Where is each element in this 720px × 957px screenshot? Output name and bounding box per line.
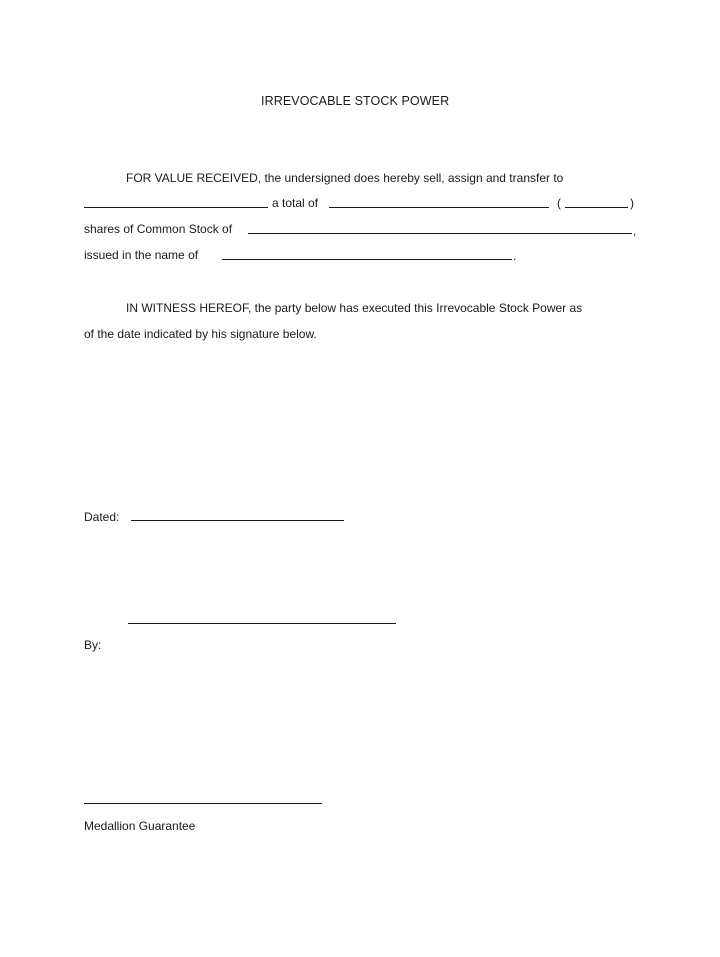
total-of-label: a total of — [272, 196, 319, 210]
date-blank[interactable] — [131, 520, 344, 521]
issued-name-blank[interactable] — [222, 259, 512, 260]
issued-in-label: issued in the name of — [84, 248, 199, 262]
shares-of-label: shares of Common Stock of — [84, 222, 233, 236]
medallion-guarantee-blank[interactable] — [84, 803, 322, 804]
by-label: By: — [84, 638, 102, 652]
medallion-guarantee-label: Medallion Guarantee — [84, 819, 196, 833]
comma-mark: , — [633, 224, 637, 238]
para1-line1: FOR VALUE RECEIVED, the undersigned does hereby sell, assign and transfer to — [126, 171, 564, 185]
para2-line1: IN WITNESS HEREOF, the party below has executed this Irrevocable Stock Power as — [126, 301, 583, 315]
share-count-number-blank[interactable] — [565, 207, 628, 208]
transferee-blank[interactable] — [84, 207, 268, 208]
paren-close: ) — [630, 196, 634, 210]
dated-label: Dated: — [84, 510, 120, 524]
document-title: IRREVOCABLE STOCK POWER — [261, 94, 450, 108]
para2-line2: of the date indicated by his signature below. — [84, 327, 317, 341]
company-name-blank[interactable] — [248, 233, 632, 234]
signature-blank[interactable] — [128, 623, 396, 624]
paren-open: ( — [557, 196, 561, 210]
share-count-words-blank[interactable] — [329, 207, 549, 208]
period-mark: . — [513, 249, 517, 263]
